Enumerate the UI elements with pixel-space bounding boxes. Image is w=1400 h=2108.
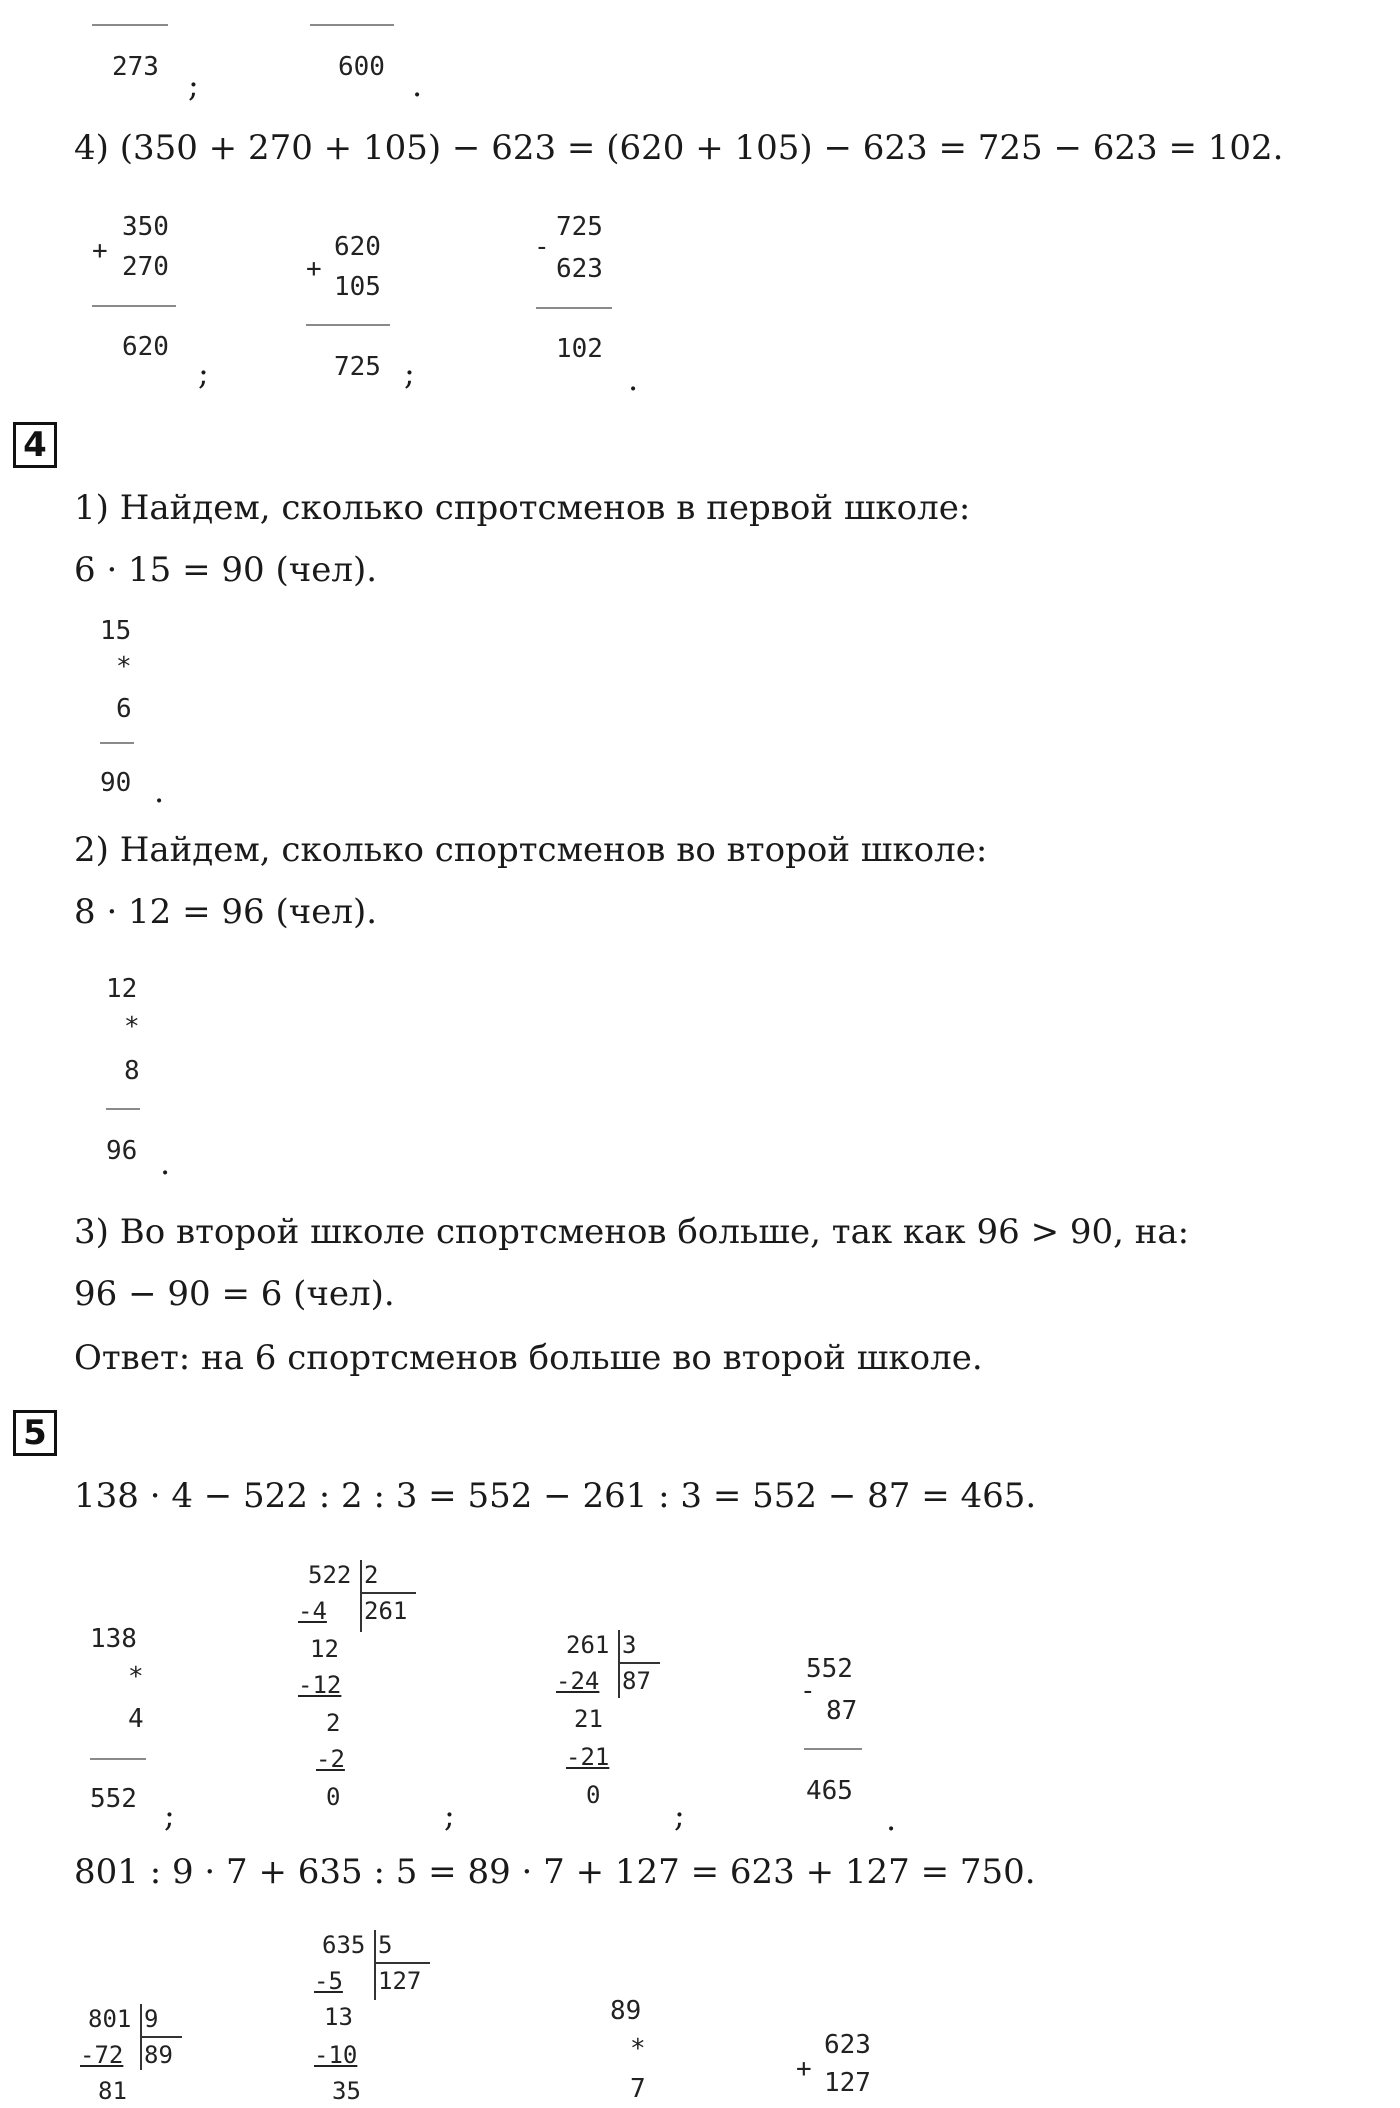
result: 725 [334,352,381,382]
factor: 12 [106,974,138,1004]
result-273: 273 [112,52,159,82]
subtrahend: -72 [80,2041,124,2069]
factor: 7 [630,2074,646,2104]
punct: ; [188,66,199,104]
subtrahend: -24 [556,1667,600,1695]
remainder: 12 [310,1635,339,1663]
operand: 127 [824,2068,871,2098]
remainder: 0 [326,1783,341,1811]
dividend: 635 [322,1931,366,1959]
operand: 270 [122,252,169,282]
divisor: 3 [622,1631,637,1659]
divisor-line [142,2036,182,2038]
product-line [106,1108,140,1110]
dividend: 522 [308,1561,352,1589]
punct: . [412,66,423,104]
punct: . [628,360,639,398]
remainder: 2 [326,1709,341,1737]
factor: 4 [128,1704,144,1734]
divisor: 5 [378,1931,393,1959]
division-bar [618,1630,620,1698]
factor: 15 [100,616,132,646]
result: 102 [556,334,603,364]
difference-line [536,307,612,309]
factor: 8 [124,1056,140,1086]
subtrahend: -12 [298,1671,342,1699]
punct: ; [198,354,209,392]
line-top-1 [92,24,168,26]
quotient: 87 [622,1667,651,1695]
divisor-line [620,1662,660,1664]
product: 96 [106,1136,138,1166]
divisor: 2 [364,1561,379,1589]
dividend: 801 [88,2005,132,2033]
product-line [90,1758,146,1760]
product: 552 [90,1784,137,1814]
sum-line [306,324,390,326]
remainder: 81 [98,2077,127,2105]
task-number-badge: 5 [13,1410,57,1456]
step-2-equation: 8 · 12 = 96 (чел). [74,892,378,932]
divisor-line [376,1962,430,1964]
multiply-sign: * [116,652,132,682]
subtrahend: -2 [316,1745,345,1773]
quotient: 89 [144,2041,173,2069]
minus-sign: - [800,1676,816,1706]
subtrahend: -4 [298,1597,327,1625]
equation-2: 801 : 9 · 7 + 635 : 5 = 89 · 7 + 127 = 623 + 127 = 750. [74,1852,1036,1892]
multiply-sign: * [128,1662,144,1692]
punct: ; [674,1796,685,1834]
operand: 87 [826,1696,858,1726]
step-3-equation: 96 − 90 = 6 (чел). [74,1274,395,1314]
difference: 465 [806,1776,853,1806]
step-3-text: 3) Во второй школе спортсменов больше, так как 96 > 90, на: [74,1212,1190,1252]
operand: 623 [556,254,603,284]
equation-1: 138 · 4 − 522 : 2 : 3 = 552 − 261 : 3 = 552 − 87 = 465. [74,1476,1037,1516]
plus-sign: + [796,2054,812,2084]
remainder: 21 [574,1705,603,1733]
product-line [100,742,134,744]
task-number-badge: 4 [13,422,57,468]
step-2-text: 2) Найдем, сколько спортсменов во второй школе: [74,830,988,870]
division-bar [360,1560,362,1632]
multiply-sign: * [124,1012,140,1042]
result: 620 [122,332,169,362]
factor: 6 [116,694,132,724]
quotient: 127 [378,1967,422,1995]
operand: 620 [334,232,381,262]
punct: ; [164,1796,175,1834]
sum-line [92,305,176,307]
line-top-2 [310,24,394,26]
step-1-equation: 6 · 15 = 90 (чел). [74,550,378,590]
divisor-line [362,1592,416,1594]
remainder: 0 [586,1781,601,1809]
divisor: 9 [144,2005,159,2033]
product: 90 [100,768,132,798]
remainder: 13 [324,2003,353,2031]
punct: ; [444,1796,455,1834]
factor: 89 [610,1996,642,2026]
punct: . [154,772,165,810]
subtrahend: -21 [566,1743,610,1771]
plus-sign: + [306,254,322,284]
punct: ; [404,354,415,392]
operand: 552 [806,1654,853,1684]
answer-text: Ответ: на 6 спортсменов больше во второй школе. [74,1338,983,1378]
factor: 138 [90,1624,137,1654]
equation-part-4: 4) (350 + 270 + 105) − 623 = (620 + 105) − 623 = 725 − 623 = 102. [74,128,1284,168]
result-600: 600 [338,52,385,82]
difference-line [804,1748,862,1750]
minus-sign: - [534,232,550,262]
division-bar [374,1930,376,2000]
operand: 725 [556,212,603,242]
step-1-text: 1) Найдем, сколько спротсменов в первой школе: [74,488,971,528]
quotient: 261 [364,1597,408,1625]
dividend: 261 [566,1631,610,1659]
remainder: 35 [332,2077,361,2105]
subtrahend: -10 [314,2041,358,2069]
punct: . [160,1144,171,1182]
multiply-sign: * [630,2034,646,2064]
operand: 105 [334,272,381,302]
plus-sign: + [92,236,108,266]
operand: 623 [824,2030,871,2060]
punct: . [886,1800,897,1838]
operand: 350 [122,212,169,242]
subtrahend: -5 [314,1967,343,1995]
